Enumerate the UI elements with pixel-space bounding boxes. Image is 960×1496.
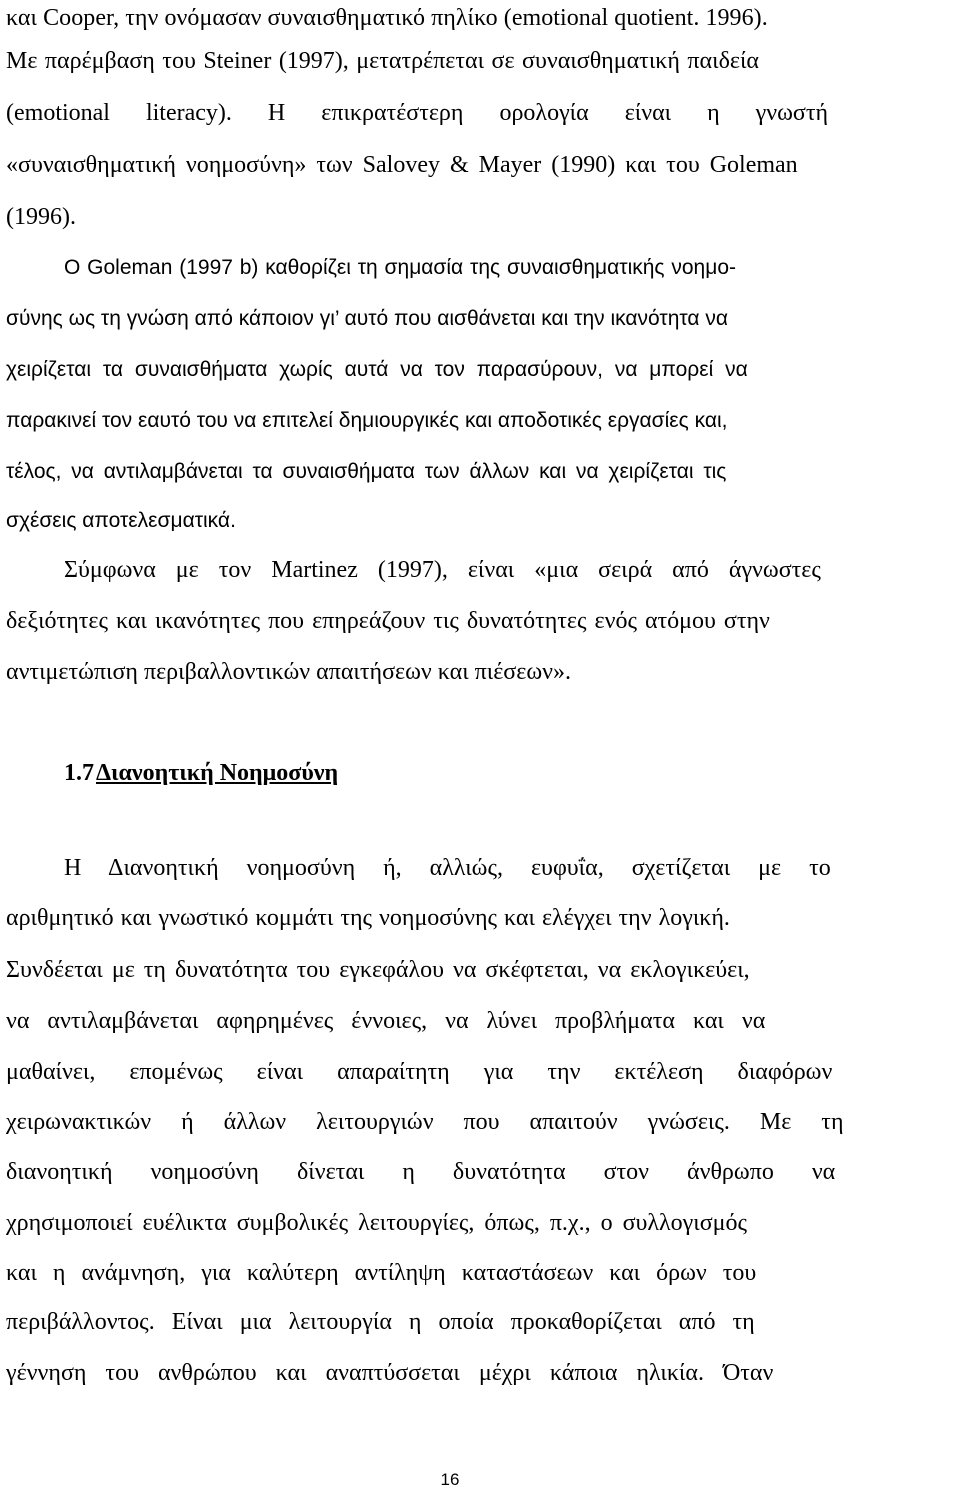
text-line-content: χειρωνακτικών ή άλλων λειτουργιών που απαιτούν γνώσεις. Με τη (6, 1109, 844, 1135)
text-line-content: «συναισθηματική νοημοσύνη» των Salovey & Mayer (1990) και του Goleman (6, 152, 798, 178)
text-line (6, 506, 236, 536)
text-line-content: (1996). (6, 204, 76, 230)
text-line-content: Με παρέμβαση του Steiner (1997), μετατρέπεται σε συναισθηματική παιδεία (6, 48, 759, 74)
text-line (6, 406, 728, 436)
text-line-content: Η Διανοητική νοημοσύνη ή, αλλιώς, ευφυΐα, σχετίζεται με το (64, 855, 831, 881)
text-line-content: αντιμετώπιση περιβαλλοντικών απαιτήσεων και πιέσεων». (6, 659, 571, 685)
text-line-content: περιβάλλοντος. Είναι μια λειτουργία η οποία προκαθορίζεται από τη (6, 1309, 755, 1335)
text-line (6, 98, 958, 128)
text-line (6, 202, 76, 232)
text-line-content: και η ανάμνηση, για καλύτερη αντίληψη καταστάσεων και όρων του (6, 1260, 757, 1286)
text-line-content: δεξιότητες και ικανότητες που επηρεάζουν τις δυνατότητες ενός ατόμου στην (6, 608, 770, 634)
text-line-content: Συνδέεται με τη δυνατότητα του εγκεφάλου να σκέφτεται, να εκλογικεύει, (6, 957, 750, 983)
text-line-content: Ο Goleman (1997 b) καθορίζει τη σημασία της συναισθηματικής νοημο- (64, 256, 736, 279)
text-line (6, 46, 958, 76)
text-line-content: τέλος, να αντιλαμβάνεται τα συναισθήματα των άλλων και να χειρίζεται τις (6, 460, 727, 483)
text-line-content: παρακινεί τον εαυτό του να επιτελεί δημιουργικές και αποδοτικές εργασίες και, (6, 409, 728, 432)
text-line-content: χρησιμοποιεί ευέλικτα συμβολικές λειτουργίες, όπως, π.χ., ο συλλογισμός (6, 1210, 748, 1236)
text-line-content: χειρίζεται τα συναισθήματα χωρίς αυτά να τον παρασύρουν, να μπορεί να (6, 358, 748, 381)
text-line-content: σύνης ως τη γνώση από κάποιον γι’ αυτό που αισθάνεται και την ικανότητα να (6, 307, 728, 330)
text-line (64, 253, 736, 283)
text-line (6, 1258, 756, 1288)
text-line-content: διανοητική νοημοσύνη δίνεται η δυνατότητα στον άνθρωπο να (6, 1159, 836, 1185)
text-line (6, 1107, 844, 1137)
text-line (6, 1358, 773, 1388)
text-line-content: (emotional literacy). Η επικρατέστερη ορολογία είναι η γνωστή (6, 100, 829, 126)
text-line-content: να αντιλαμβάνεται αφηρημένες έννοιες, να λύνει προβλήματα και να (6, 1008, 766, 1034)
text-line-content: Σύμφωνα με τον Martinez (1997), είναι «μια σειρά από άγνωστες (64, 557, 821, 583)
text-line (6, 150, 958, 180)
text-line (6, 1006, 765, 1036)
section-title: Διανοητική Νοημοσύνη (96, 760, 339, 786)
text-line (6, 657, 571, 687)
text-line (6, 1057, 832, 1087)
text-line (6, 903, 730, 933)
text-line (6, 1307, 755, 1337)
text-line-content: μαθαίνει, επομένως είναι απαραίτητη για την εκτέλεση διαφόρων (6, 1059, 833, 1085)
text-line (64, 555, 821, 585)
text-line-content: σχέσεις αποτελεσματικά. (6, 509, 236, 532)
text-line (6, 457, 726, 487)
text-line (6, 355, 748, 385)
section-number: 1.7 (64, 760, 94, 786)
text-line (6, 1208, 747, 1238)
text-line-content: γέννηση του ανθρώπου και αναπτύσσεται μέχρι κάποια ηλικία. Όταν (6, 1360, 774, 1386)
text-line-content: και Cooper, την ονόμασαν συναισθηματικό πηλίκο (emotional quotient. 1996). (6, 5, 768, 31)
text-line (6, 304, 728, 334)
text-line (6, 1157, 835, 1187)
text-line (6, 3, 958, 33)
text-line (6, 955, 750, 985)
section-heading (64, 758, 338, 788)
text-line-content: αριθμητικό και γνωστικό κομμάτι της νοημοσύνης και ελέγχει την λογική. (6, 905, 730, 931)
page-number: 16 (440, 1470, 460, 1489)
text-line (64, 853, 831, 883)
text-line (6, 606, 770, 636)
